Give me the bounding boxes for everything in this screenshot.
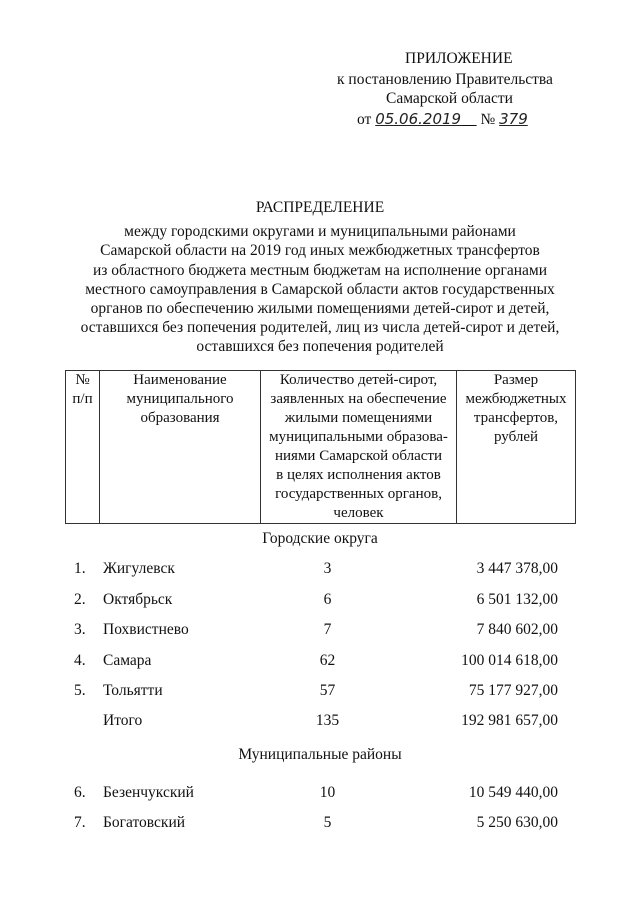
row-name: Тольятти bbox=[103, 682, 163, 699]
handwritten-date: 05.06.2019 bbox=[375, 110, 462, 128]
row-amount: 5 250 630,00 bbox=[476, 814, 558, 831]
appendix-line-1: к постановлению Правительства bbox=[337, 71, 553, 88]
table-row bbox=[0, 560, 640, 580]
row-number: 5. bbox=[74, 682, 86, 699]
header-name: Наименование муниципального образования bbox=[100, 371, 261, 524]
table-row bbox=[0, 652, 640, 672]
header-number: № п/п bbox=[66, 371, 100, 524]
row-amount: 192 981 657,00 bbox=[461, 712, 558, 729]
row-amount: 3 447 378,00 bbox=[476, 560, 558, 577]
header-quantity: Количество детей-сирот, заявленных на обеспечение жилыми помещениями муниципальными образова- ниями Самарской области в целях исполнения актов государственных органов, человек bbox=[261, 371, 457, 524]
table-row bbox=[0, 591, 640, 611]
row-quantity: 3 bbox=[323, 560, 332, 577]
table-header bbox=[65, 370, 576, 524]
table-row bbox=[0, 814, 640, 834]
row-quantity: 57 bbox=[319, 682, 336, 699]
row-number: 7. bbox=[74, 814, 86, 831]
row-name: Жигулевск bbox=[103, 560, 175, 577]
row-quantity: 10 bbox=[319, 784, 336, 801]
title-line: оставшихся без попечения родителей, лиц из числа детей-сирот и детей, bbox=[80, 319, 560, 337]
row-number: 2. bbox=[74, 591, 86, 608]
title-line: Самарской области на 2019 год иных межбюджетных трансфертов bbox=[100, 242, 540, 260]
document-title bbox=[60, 198, 580, 357]
header-amount: Размер межбюджетных трансфертов, рублей bbox=[457, 371, 576, 524]
section-title: Муниципальные районы bbox=[238, 746, 402, 763]
row-quantity: 62 bbox=[319, 652, 336, 669]
handwritten-number: 379 bbox=[499, 110, 528, 128]
row-amount: 100 014 618,00 bbox=[461, 652, 558, 669]
table-row bbox=[0, 621, 640, 641]
table-row bbox=[0, 682, 640, 702]
row-quantity: 135 bbox=[315, 712, 340, 729]
appendix-line-2: Самарской области bbox=[386, 90, 513, 107]
row-amount: 75 177 927,00 bbox=[468, 682, 558, 699]
row-name: Итого bbox=[103, 712, 143, 729]
title-line: между городскими округами и муниципальными районами bbox=[124, 223, 516, 241]
row-amount: 6 501 132,00 bbox=[476, 591, 558, 608]
title-line: местного самоуправления в Самарской области актов государственных bbox=[85, 280, 555, 298]
appendix-date-line bbox=[357, 110, 528, 129]
row-amount: 7 840 602,00 bbox=[476, 621, 558, 638]
table-row bbox=[0, 784, 640, 804]
number-label: № bbox=[480, 111, 496, 128]
section-title: Городские округа bbox=[262, 530, 378, 547]
title-line: оставшихся без попечения родителей bbox=[196, 338, 444, 356]
row-number: 3. bbox=[74, 621, 86, 638]
row-name: Самара bbox=[103, 652, 152, 669]
title-heading: РАСПРЕДЕЛЕНИЕ bbox=[255, 199, 385, 216]
row-name: Безенчукский bbox=[103, 784, 194, 801]
row-quantity: 6 bbox=[323, 591, 332, 608]
row-name: Похвистнево bbox=[103, 621, 189, 638]
row-quantity: 7 bbox=[323, 621, 332, 638]
row-number: 4. bbox=[74, 652, 86, 669]
total-row bbox=[0, 712, 640, 732]
title-line: из областного бюджета местным бюджетам на исполнение органами bbox=[92, 261, 548, 279]
row-name: Богатовский bbox=[103, 814, 186, 831]
row-quantity: 5 bbox=[323, 814, 332, 831]
appendix-label: ПРИЛОЖЕНИЕ bbox=[405, 50, 513, 67]
row-name: Октябрьск bbox=[103, 591, 173, 608]
from-label: от bbox=[357, 111, 372, 128]
row-number: 6. bbox=[74, 784, 86, 801]
title-line: органов по обеспечению жилыми помещениями детей-сирот и детей, bbox=[90, 300, 550, 318]
row-amount: 10 549 440,00 bbox=[468, 784, 558, 801]
row-number: 1. bbox=[74, 560, 86, 577]
